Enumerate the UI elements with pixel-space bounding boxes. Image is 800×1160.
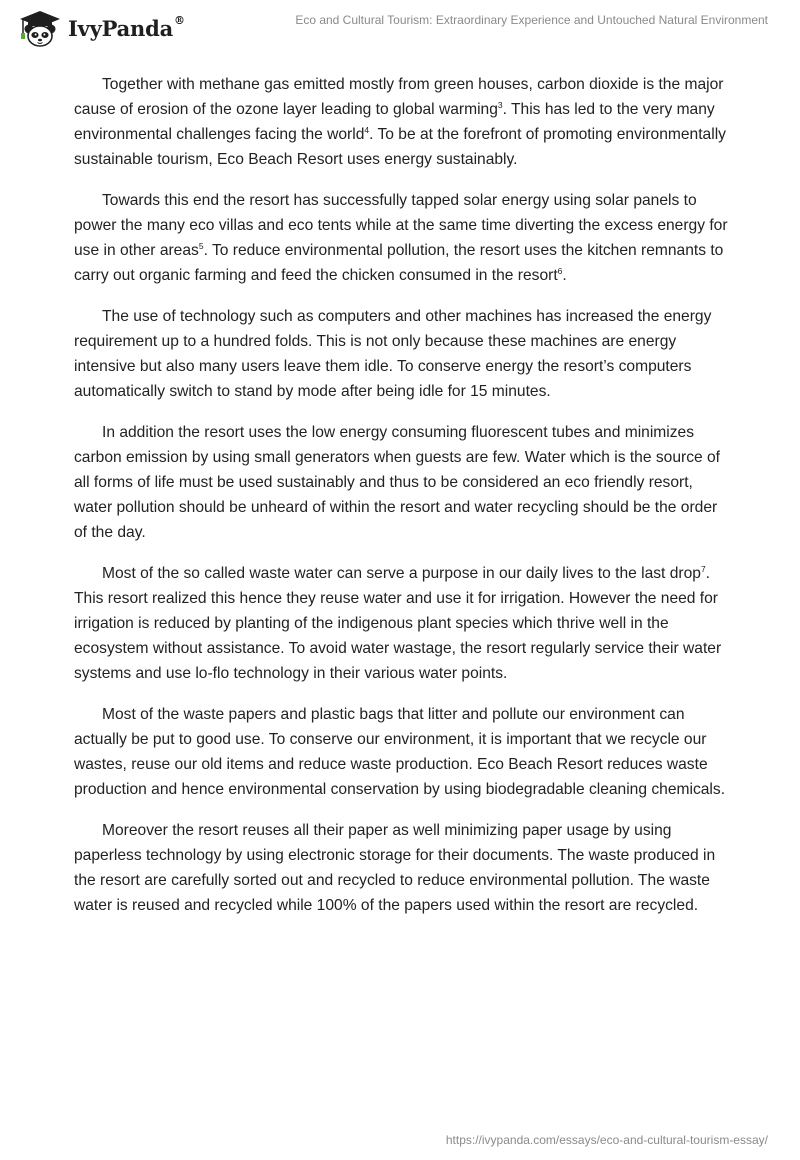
paragraph-text: Most of the so called waste water can serve a purpose in our daily lives to the last drop [102, 565, 701, 582]
footnote-marker[interactable]: 5 [198, 240, 204, 251]
essay-paragraph [74, 420, 734, 545]
paragraph-text: . To reduce environmental pollution, the resort uses the kitchen remnants to carry out organic farming and feed the chicken consumed in the resort [74, 242, 724, 284]
paragraph-text: Towards this end the resort has successfully tapped solar energy using solar panels to power the many eco villas and eco tents while at the same time diverting the excess energy for use in other areas [74, 192, 728, 259]
paragraph-text: . This resort realized this hence they reuse water and use it for irrigation. However the need for irrigation is reduced by planting of the indigenous plant species which thrive well in the ecosystem without assistance. To avoid water wastage, the resort regularly service their water systems and use lo-flo technology in their various water points. [74, 565, 722, 682]
page-header [0, 0, 800, 56]
footnote-marker[interactable]: 7 [700, 563, 706, 574]
ivypanda-logo[interactable] [14, 8, 185, 48]
source-url[interactable]: https://ivypanda.com/essays/eco-and-cultural-tourism-essay/ [445, 1133, 768, 1147]
essay-paragraph [74, 304, 734, 404]
paragraph-text: Most of the waste papers and plastic bags that litter and pollute our environment can actually be put to good use. To conserve our environment, it is important that we recycle our wastes, reuse our old items and reduce waste production. Eco Beach Resort reduces waste production and hence environmental conservation by using biodegradable cleaning chemicals. [74, 706, 726, 798]
paragraph-text: Moreover the resort reuses all their paper as well minimizing paper usage by using paperless technology by using electronic storage for their documents. The waste produced in the resort are carefully sorted out and recycled to reduce environmental pollution. The waste water is reused and recycled while 100% of the papers used within the resort are recycled. [74, 822, 716, 914]
paragraph-text: . [562, 267, 567, 284]
panda-graduate-icon [14, 8, 64, 48]
essay-paragraph [74, 818, 734, 918]
brand-name: IvyPanda ® [68, 13, 185, 41]
paragraph-text: Together with methane gas emitted mostly from green houses, carbon dioxide is the major cause of erosion of the ozone layer leading to global warming [74, 76, 724, 118]
essay-paragraph [74, 702, 734, 802]
paragraph-text: The use of technology such as computers and other machines has increased the energy requirement up to a hundred folds. This is not only because these machines are energy intensive but also many users leave them idle. To conserve energy the resort’s computers automatically switch to stand by mode after being idle for 15 minutes. [74, 308, 712, 400]
essay-body [74, 72, 734, 934]
essay-paragraph [74, 188, 734, 288]
paragraph-text: . This has led to the very many environmental challenges facing the world [74, 101, 715, 143]
paragraph-text: In addition the resort uses the low energy consuming fluorescent tubes and minimizes carbon emission by using small generators when guests are few. Water which is the source of all forms of life must be used sustainably and thus to be considered an eco friendly resort, water pollution should be unheard of within the resort and water recycling should be the order of the day. [74, 424, 721, 541]
document-title: Eco and Cultural Tourism: Extraordinary Experience and Untouched Natural Environment [295, 13, 768, 27]
footnote-marker[interactable]: 4 [364, 124, 370, 135]
footnote-marker[interactable]: 3 [497, 99, 503, 110]
paragraph-text: . To be at the forefront of promoting environmentally sustainable tourism, Eco Beach Resort uses energy sustainably. [74, 126, 726, 168]
footnote-marker[interactable]: 6 [557, 265, 563, 276]
essay-paragraph [74, 561, 734, 686]
essay-paragraph [74, 72, 734, 172]
